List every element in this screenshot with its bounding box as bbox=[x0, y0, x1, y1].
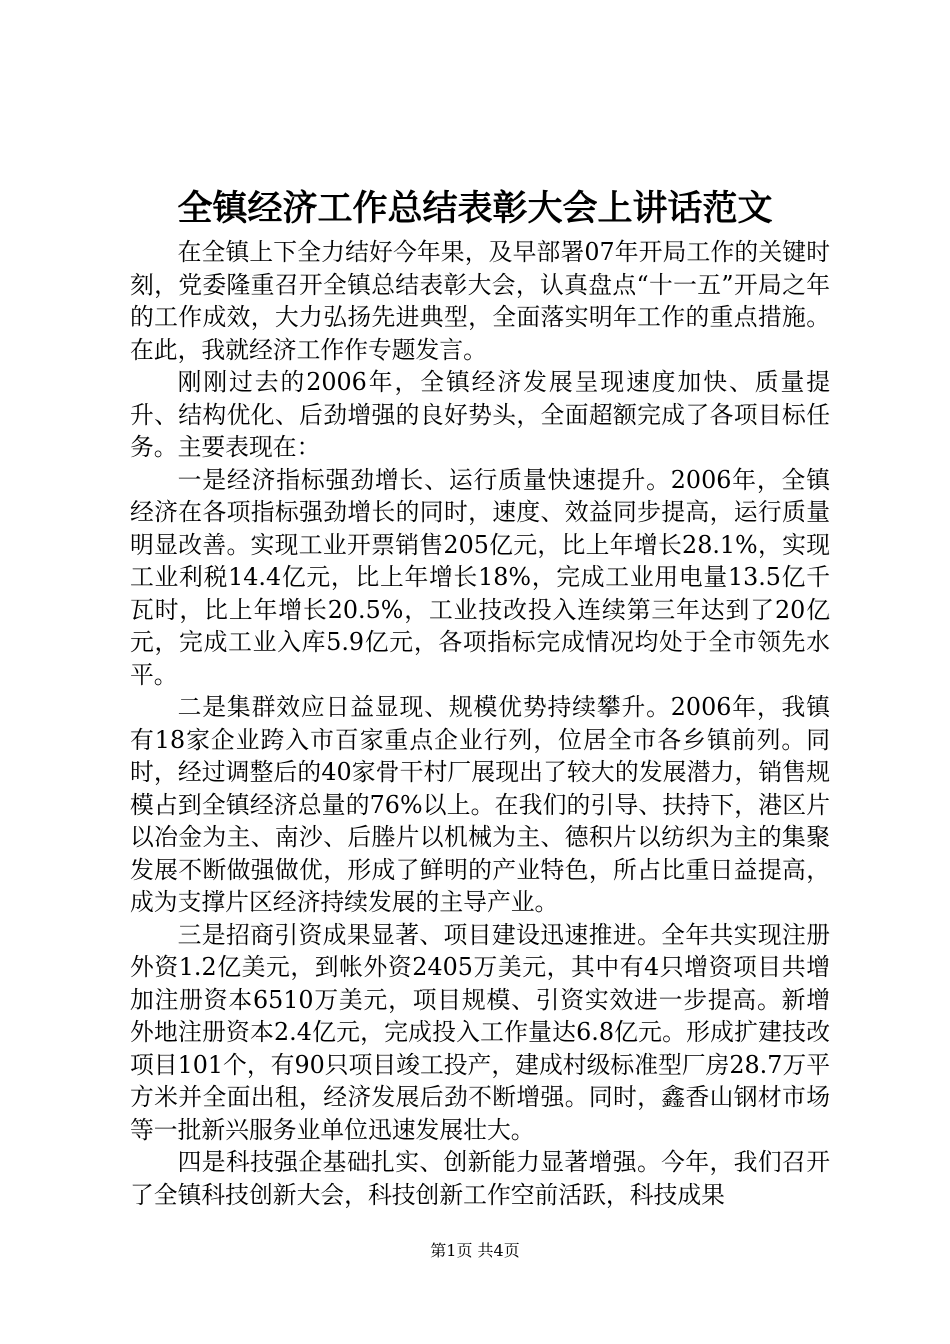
paragraph-intro: 在全镇上下全力结好今年果，及早部署07年开局工作的关键时刻，党委隆重召开全镇总结表彰大会，认真盘点“十一五”开局之年的工作成效，大力弘扬先进典型，全面落实明年工作的重点措施。在此，我就经济工作作专题发言。 bbox=[130, 238, 830, 364]
paragraph-point-four: 四是科技强企基础扎实、创新能力显著增强。今年，我们召开了全镇科技创新大会，科技创新工作空前活跃，科技成果 bbox=[130, 1148, 830, 1209]
page-footer: 第1页 共4页 bbox=[430, 1241, 520, 1260]
paragraph-point-three: 三是招商引资成果显著、项目建设迅速推进。全年共实现注册外资1.2亿美元，到帐外资2405万美元，其中有4只增资项目共增加注册资本6510万美元，项目规模、引资实效进一步提高。新增外地注册资本2.4亿元，完成投入工作量达6.8亿元。形成扩建技改项目101个，有90只项目竣工投产，建成村级标准型厂房28.7万平方米并全面出租，经济发展后劲不断增强。同时，鑫香山钢材市场等一批新兴服务业单位迅速发展壮大。 bbox=[130, 920, 830, 1144]
paragraph-point-two: 二是集群效应日益显现、规模优势持续攀升。2006年，我镇有18家企业跨入市百家重点企业行列，位居全市各乡镇前列。同时，经过调整后的40家骨干村厂展现出了较大的发展潜力，销售规模占到全镇经济总量的76%以上。在我们的引导、扶持下，港区片以冶金为主、南沙、后塍片以机械为主、德积片以纺织为主的集聚发展不断做强做优，形成了鲜明的产业特色，所占比重日益提高，成为支撑片区经济持续发展的主导产业。 bbox=[130, 693, 830, 916]
document-body bbox=[130, 236, 830, 1211]
paragraph-point-one: 一是经济指标强劲增长、运行质量快速提升。2006年，全镇经济在各项指标强劲增长的同时，速度、效益同步提高，运行质量明显改善。实现工业开票销售205亿元，比上年增长28.1%，实现工业利税14.4亿元，比上年增长18%，完成工业用电量13.5亿千瓦时，比上年增长20.5%，工业技改投入连续第三年达到了20亿元，完成工业入库5.9亿元，各项指标完成情况均处于全市领先水平。 bbox=[130, 465, 830, 689]
paragraph-overview: 刚刚过去的2006年，全镇经济发展呈现速度加快、质量提升、结构优化、后劲增强的良好势头，全面超额完成了各项目标任务。主要表现在： bbox=[130, 368, 830, 461]
document-title: 全镇经济工作总结表彰大会上讲话范文 bbox=[177, 188, 773, 229]
